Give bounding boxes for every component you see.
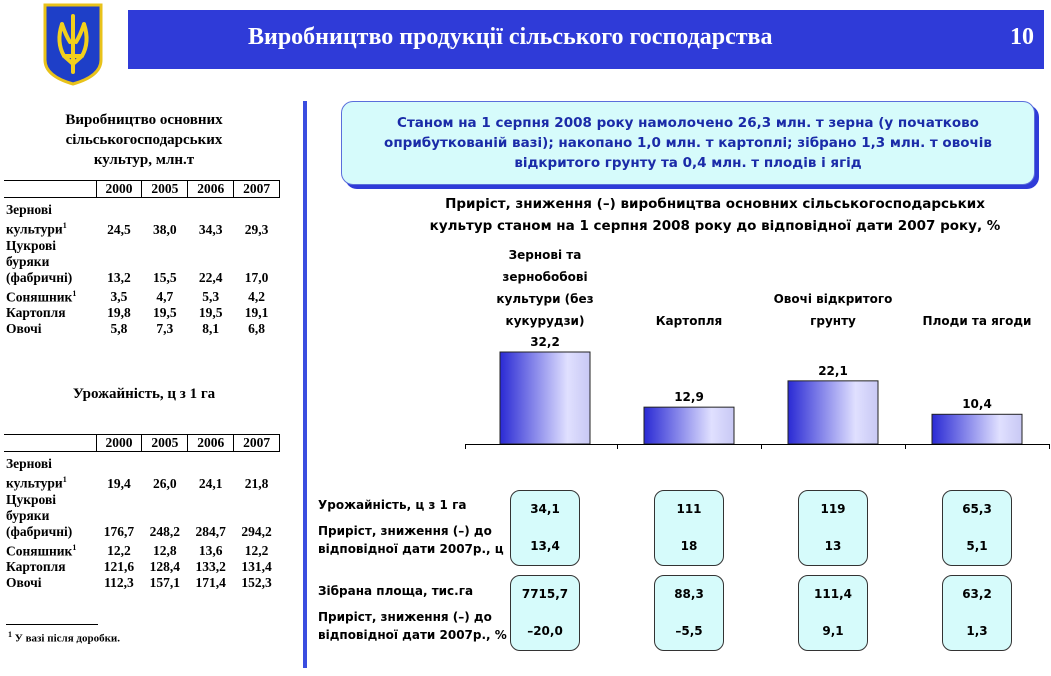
row-label: Картопля <box>6 305 66 320</box>
table-cell: 19,5 <box>198 305 223 320</box>
metric-value: 34,1 <box>530 502 560 516</box>
table-year-header: 2005 <box>142 181 188 198</box>
metric-value: 119 <box>820 502 846 516</box>
table-cell: 157,1 <box>149 575 180 590</box>
table-year-header: 2005 <box>142 435 188 452</box>
metric-value: 63,2 <box>962 587 992 601</box>
table-cell: 284,7 <box>195 523 226 539</box>
yield-box <box>942 490 1012 566</box>
bar-value-label: 32,2 <box>530 335 560 349</box>
area-box <box>942 575 1012 651</box>
row-label: Картопля <box>6 559 66 574</box>
row-label: Цукрові буряки (фабричні) <box>6 491 73 539</box>
area-box <box>510 575 580 651</box>
row-label: Овочі <box>6 575 42 590</box>
area-change-label: Приріст, зниження (–) до відповідної дати 2007р., % <box>318 610 507 642</box>
table-cell: 19,8 <box>107 305 131 320</box>
chart-bar <box>932 414 1022 444</box>
table-cell: 8,1 <box>202 321 220 336</box>
category-label: Плоди та ягоди <box>922 314 1032 328</box>
table-row <box>4 540 280 560</box>
metric-change-value: 13 <box>824 539 842 553</box>
yield-box <box>798 490 868 566</box>
table-cell: 128,4 <box>149 559 180 574</box>
table-row <box>4 305 280 321</box>
category-label: Картопля <box>655 314 723 328</box>
table-cell: 12,8 <box>153 543 177 558</box>
table-row <box>4 559 280 575</box>
table-header-blank <box>4 181 96 198</box>
table-cell: 6,8 <box>248 321 265 336</box>
table-row <box>4 575 280 591</box>
table-row <box>4 198 280 238</box>
table-cell: 24,1 <box>198 475 223 491</box>
page-number: 10 <box>1010 24 1034 50</box>
table-cell: 38,0 <box>153 221 177 237</box>
table-row <box>4 238 280 286</box>
table-cell: 7,3 <box>156 321 174 336</box>
table-year-header: 2006 <box>188 435 234 452</box>
chart-bar <box>644 407 734 444</box>
table-year-header: 2000 <box>96 181 142 198</box>
table-cell: 3,5 <box>110 289 128 304</box>
row-label: Зернові культури$^1$ <box>6 202 67 237</box>
metric-change-value: 18 <box>680 539 698 553</box>
metric-value: 88,3 <box>674 587 704 601</box>
table-cell: 17,0 <box>244 269 269 285</box>
chart-bar <box>500 352 590 444</box>
table-cell: 29,3 <box>244 221 269 237</box>
info-box: Станом на 1 серпня 2008 року намолочено 26,3 млн. т зерна (у початково оприбуткованій вазі); накопано 1,0 млн. т картоплі; зібрано 1,3 млн. т овочів відкритого грунту та 0,4 млн. т плодів і ягід <box>341 101 1035 185</box>
table-cell: 34,3 <box>198 221 223 237</box>
table-cell: 19,4 <box>107 475 131 491</box>
production-title: Виробництво основних сільськогосподарських культур, млн.т <box>65 112 223 168</box>
category-label: Овочі відкритого грунту <box>773 292 893 328</box>
bar-value-label: 22,1 <box>818 363 848 378</box>
header-bar <box>128 10 1044 69</box>
area-box <box>654 575 724 651</box>
yield-box <box>654 490 724 566</box>
table-cell: 112,3 <box>104 575 134 590</box>
table-cell: 294,2 <box>241 523 272 539</box>
chart-title: Приріст, зниження (–) виробництва основних сільськогосподарських культур станом на 1 серпня 2008 року до відповідної дати 2007 року, % <box>429 196 1001 234</box>
table-row <box>4 321 280 337</box>
bar-chart <box>465 340 1050 450</box>
production-table <box>4 180 280 337</box>
table-year-header: 2006 <box>188 181 234 198</box>
yield-box <box>510 490 580 566</box>
table-cell: 152,3 <box>241 575 272 590</box>
vertical-divider <box>303 101 307 668</box>
table-cell: 15,5 <box>153 269 177 285</box>
row-label: Овочі <box>6 321 42 336</box>
table-cell: 12,2 <box>244 543 269 558</box>
table-cell: 19,1 <box>244 305 269 320</box>
table-cell: 171,4 <box>195 575 226 590</box>
coat-of-arms-icon <box>42 2 104 86</box>
metric-change-value: 1,3 <box>966 624 988 638</box>
table-cell: 121,6 <box>103 559 135 574</box>
metric-value: 111,4 <box>814 587 852 601</box>
yield-title: Урожайність, ц з 1 га <box>72 386 216 402</box>
table-cell: 26,0 <box>153 475 177 491</box>
table-cell: 13,6 <box>198 543 223 558</box>
table-cell: 13,2 <box>107 269 131 285</box>
table-cell: 4,7 <box>156 289 174 304</box>
bar-value-label: 10,4 <box>962 397 992 412</box>
table-cell: 131,4 <box>241 559 272 574</box>
metric-change-value: 13,4 <box>530 539 560 553</box>
table-cell: 4,2 <box>248 289 265 304</box>
metric-change-value: –5,5 <box>675 624 703 638</box>
table-cell: 22,4 <box>198 269 223 285</box>
table-year-header: 2000 <box>96 435 142 452</box>
table-cell: 19,5 <box>153 305 177 320</box>
row-label: Соняшник$^1$ <box>6 288 77 304</box>
metric-value: 7715,7 <box>521 587 569 601</box>
table-cell: 176,7 <box>103 523 135 539</box>
category-label: Зернові та зернобобові культури (без кукурудзи) <box>496 248 594 328</box>
metric-change-value: –20,0 <box>527 624 563 638</box>
area-box <box>798 575 868 651</box>
yield-table <box>4 434 280 591</box>
page-title: Виробництво продукції сільського господарства <box>248 24 773 50</box>
row-label: Цукрові буряки (фабричні) <box>6 237 73 285</box>
table-cell: 133,2 <box>195 559 226 574</box>
footnote-divider <box>6 624 98 625</box>
table-year-header: 2007 <box>234 181 280 198</box>
bar-value-label: 12,9 <box>674 390 704 405</box>
yield-label: Урожайність, ц з 1 га <box>318 498 467 512</box>
table-cell: 248,2 <box>149 523 180 539</box>
chart-bar <box>788 381 878 444</box>
table-year-header: 2007 <box>234 435 280 452</box>
table-header-blank <box>4 435 96 452</box>
row-label: Зернові культури$^1$ <box>6 456 67 491</box>
metric-value: 65,3 <box>962 502 992 516</box>
row-label: Соняшник$^1$ <box>6 542 77 558</box>
footnote: $^1$ У вазі після доробки. <box>8 630 120 645</box>
table-cell: 12,2 <box>107 543 131 558</box>
metric-change-value: 5,1 <box>966 539 988 553</box>
table-cell: 24,5 <box>107 221 131 237</box>
table-row <box>4 492 280 540</box>
table-cell: 21,8 <box>244 475 269 491</box>
table-cell: 5,3 <box>202 289 220 304</box>
yield-change-label: Приріст, зниження (–) до відповідної дати 2007р., ц <box>318 524 504 556</box>
area-label: Зібрана площа, тис.га <box>318 584 474 598</box>
metric-value: 111 <box>676 502 702 516</box>
metric-change-value: 9,1 <box>822 624 844 638</box>
table-cell: 5,8 <box>110 321 128 336</box>
table-row <box>4 286 280 306</box>
table-row <box>4 452 280 492</box>
